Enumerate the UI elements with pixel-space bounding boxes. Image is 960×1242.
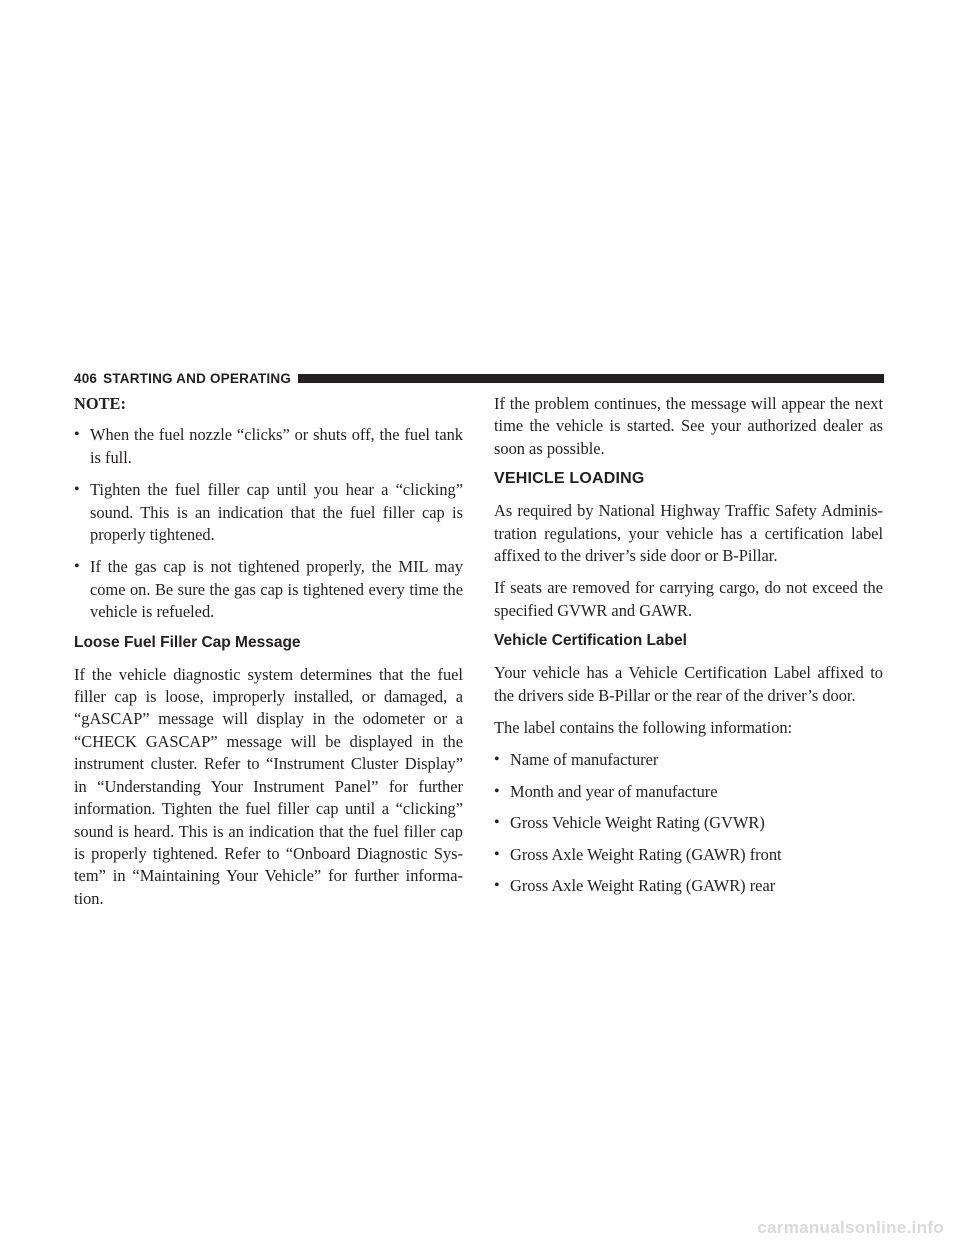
loading-paragraph-2: If seats are removed for carrying cargo, do not exceed the specified GVWR and GAWR. [494,578,883,620]
loading-paragraph-1: As required by National Highway Traffic Safety Adminis-tration regulations, your vehicle has a certification label affixed to the driver’s side door or B-Pillar. [494,501,883,566]
label-intro: The label contains the following information: [494,718,793,738]
list-item: • When the fuel nozzle “clicks” or shuts off, the fuel tank is full. [74,425,463,467]
loose-cap-paragraph: If the vehicle diagnostic system determines that the fuel filler cap is loose, improperly installed, or damaged, a “gASCAP” message will display in the odometer or a “CHECK GASCAP” message will be displayed in the instrument cluster. Refer to “Instrument Cluster Display” in “Understanding Your Instrument Panel” for further information. Tighten the fuel filler cap until a “clicking” sound is heard. This is an indication that the fuel filler cap is properly tightened. Refer to “Onboard Diagnostic Sys-tem” in “Maintaining Your Vehicle” for further informa-tion. [74,664,463,908]
list-item: • Tighten the fuel filler cap until you hear a “clicking” sound. This is an indication that the fuel filler cap is properly tightened. [74,480,463,545]
bullet-icon: • [494,814,500,832]
label-info-list [494,749,883,897]
header-rule [298,374,884,383]
subheading-certification-label: Vehicle Certification Label [494,632,687,650]
heading-vehicle-loading: VEHICLE LOADING [494,470,645,488]
list-item: • Name of manufacturer [494,749,883,771]
left-column [74,393,463,920]
list-item: • Gross Axle Weight Rating (GAWR) front [494,844,883,866]
watermark: carmanualsonline.info [757,1218,944,1237]
bullet-icon: • [494,751,500,769]
page-header [74,369,884,387]
bullet-icon: • [74,481,80,499]
list-item: • Gross Axle Weight Rating (GAWR) rear [494,875,883,897]
bullet-icon: • [494,845,500,863]
note-list [74,424,463,623]
bullet-icon: • [494,782,500,800]
list-item: • Gross Vehicle Weight Rating (GVWR) [494,812,883,834]
continuation-paragraph: If the problem continues, the message will appear the next time the vehicle is started. See your authorized dealer as soon as possible. [494,394,883,458]
subheading-loose-cap: Loose Fuel Filler Cap Message [74,633,301,651]
list-item: • Month and year of manufacture [494,781,883,803]
bullet-icon: • [74,558,80,576]
section-title: STARTING AND OPERATING [103,370,292,386]
right-column [494,393,883,907]
page-number: 406 [74,370,98,386]
note-label: NOTE: [74,394,126,413]
bullet-icon: • [494,877,500,895]
list-item: • If the gas cap is not tightened properly, the MIL may come on. Be sure the gas cap is tightened every time the vehicle is refueled. [74,557,463,622]
bullet-icon: • [74,426,80,444]
certification-paragraph: Your vehicle has a Vehicle Certification Label affixed to the drivers side B-Pillar or the rear of the driver’s door. [494,663,883,705]
